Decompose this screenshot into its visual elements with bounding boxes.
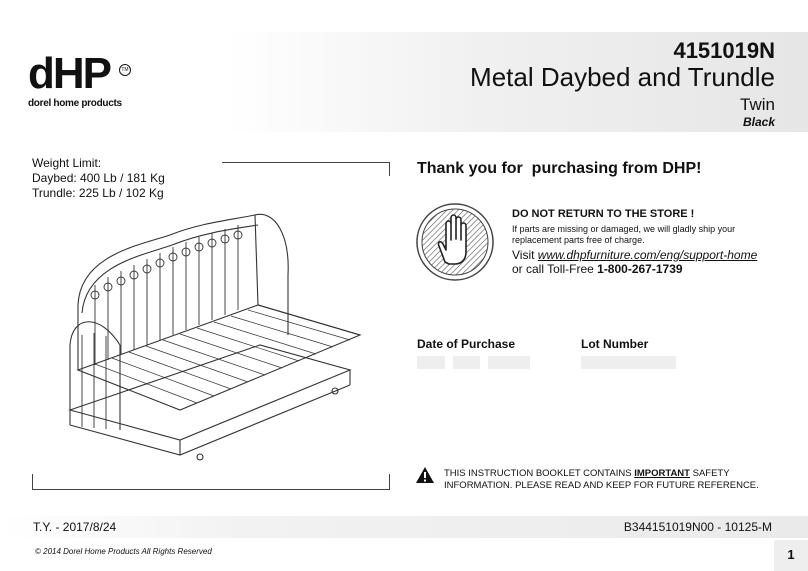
lot-number-label: Lot Number: [581, 337, 649, 351]
purchase-date-field[interactable]: [453, 356, 480, 369]
model-number: 4151019N: [673, 38, 775, 63]
do-not-return-title: DO NOT RETURN TO THE STORE !: [512, 208, 695, 220]
document-code: B344151019N00 - 10125-M: [623, 520, 772, 534]
lot-number-field[interactable]: [581, 356, 676, 369]
warning-important: IMPORTANT: [634, 468, 690, 479]
stop-hand-icon: [415, 202, 495, 282]
frame-line: [222, 162, 390, 163]
product-color: Black: [742, 115, 775, 129]
thank-you-heading: Thank you for purchasing from DHP!: [417, 160, 702, 177]
page-number: 1: [787, 547, 795, 562]
safety-warning: [444, 468, 774, 492]
warning-prefix: THIS INSTRUCTION BOOKLET CONTAINS: [444, 468, 635, 479]
weight-daybed: Daybed: 400 Lb / 181 Kg: [32, 171, 165, 185]
purchase-date-field[interactable]: [417, 356, 445, 369]
daybed-illustration: [60, 195, 370, 465]
frame-line: [32, 474, 33, 490]
logo-wordmark: dHP: [28, 49, 110, 98]
product-name: Metal Daybed and Trundle: [470, 62, 775, 92]
frame-line: [389, 162, 390, 176]
call-prefix: or call Toll-Free: [512, 262, 598, 276]
toll-free-phone: 1-800-267-1739: [597, 262, 683, 276]
frame-line: [32, 489, 390, 490]
warning-triangle-icon: [415, 466, 435, 484]
dhp-logo: [28, 49, 129, 109]
warning-suffix: SAFETY INFORMATION. PLEASE READ AND KEEP FOR FUTURE REFERENCE.: [444, 468, 759, 491]
weight-trundle: Trundle: 225 Lb / 102 Kg: [32, 186, 164, 200]
weight-heading: Weight Limit:: [32, 156, 102, 170]
print-date: T.Y. - 2017/8/24: [33, 520, 117, 534]
visit-prefix: Visit: [512, 248, 538, 262]
copyright: © 2014 Dorel Home Products All Rights Reserved: [35, 547, 212, 556]
product-size: Twin: [740, 95, 775, 114]
support-contact: [512, 248, 757, 276]
purchase-date-field[interactable]: [488, 356, 530, 369]
support-link[interactable]: www.dhpfurniture.com/eng/support-home: [537, 248, 758, 262]
trademark-icon: TM: [119, 64, 131, 76]
date-of-purchase-label: Date of Purchase: [417, 337, 516, 351]
logo-tagline: dorel home products: [28, 98, 122, 109]
missing-parts-notice: If parts are missing or damaged, we will gladly ship your replacement parts free of charge.: [512, 224, 736, 245]
frame-line: [389, 474, 390, 490]
